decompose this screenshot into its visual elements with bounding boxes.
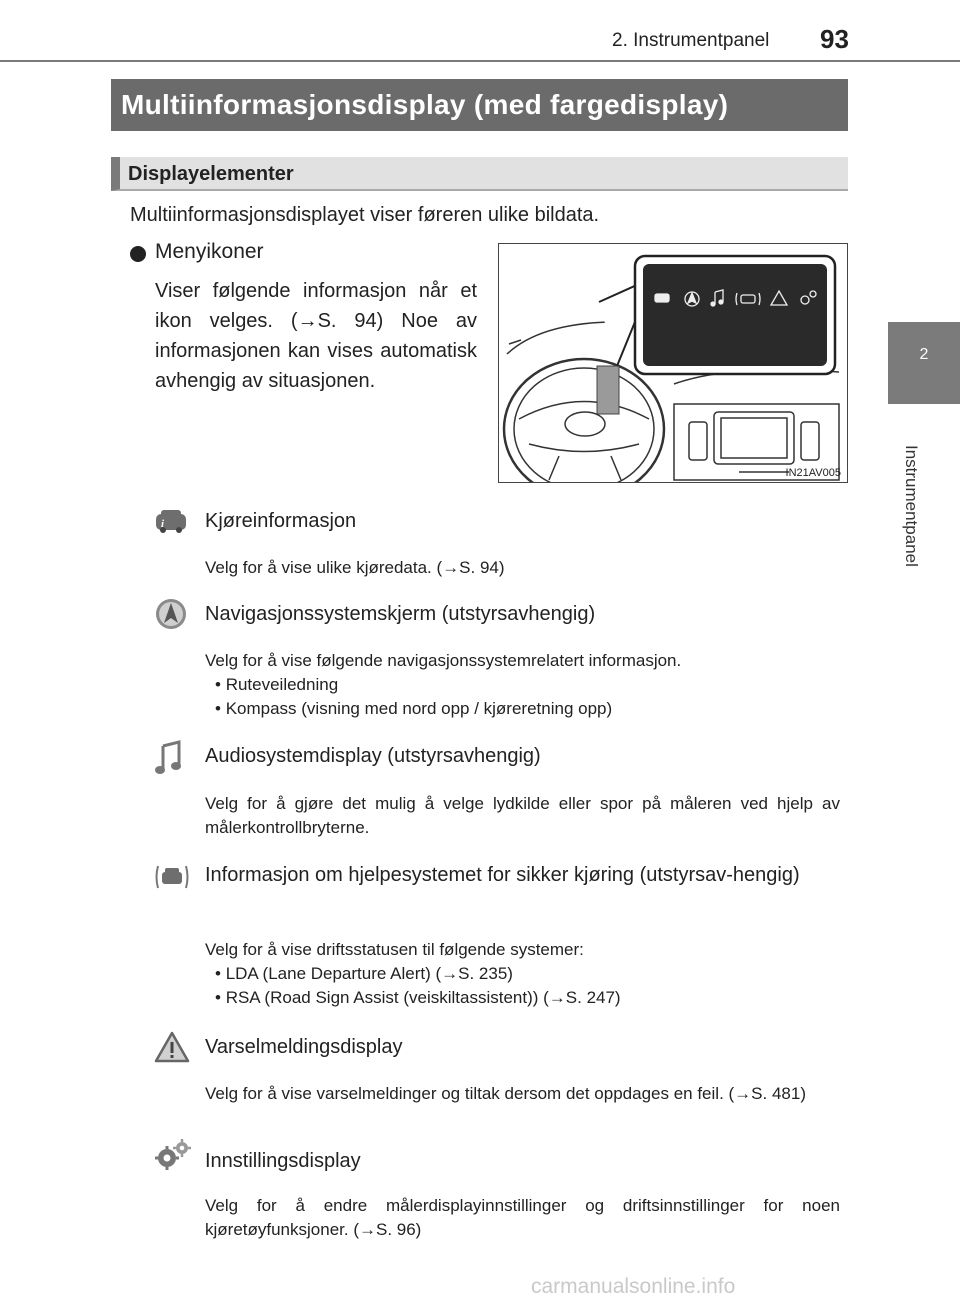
gears-icon <box>154 1138 192 1177</box>
item-desc-settings: Velg for å endre målerdisplayinnstillinger og driftsinnstillinger for noen kjøretøyfunksjoner. (→S. 96) <box>205 1196 840 1239</box>
main-title: Multiinformasjonsdisplay (med fargedisplay) <box>111 79 848 131</box>
warning-icon <box>154 1030 190 1069</box>
bullet-label: Menyikoner <box>155 240 264 263</box>
driving-support-icon <box>154 860 190 899</box>
item-desc-warning: Velg for å vise varselmeldinger og tiltak dersom det oppdages en feil. (→S. 481) <box>205 1084 806 1103</box>
dashboard-figure <box>498 243 848 483</box>
item-desc-navigation <box>205 649 840 721</box>
list-item: • LDA (Lane Departure Alert) (→S. 235) <box>205 962 840 986</box>
driving-support-list <box>205 962 840 1010</box>
header-divider <box>0 60 960 62</box>
dashboard-illustration <box>499 244 847 482</box>
item-desc-driving-support <box>205 938 840 1010</box>
item-desc-audio: Velg for å gjøre det mulig å velge lydkilde eller spor på måleren ved hjelp av målerkontrollbryterne. <box>205 794 840 837</box>
item-title-navigation: Navigasjonssystemskjerm (utstyrsavhengig) <box>205 603 596 625</box>
music-note-icon <box>154 740 184 781</box>
figure-code: IN21AV005 <box>785 467 841 479</box>
item-desc-navigation-text: Velg for å vise følgende navigasjonssystemrelatert informasjon. <box>205 651 682 670</box>
header-section-title: 2. Instrumentpanel <box>612 30 770 51</box>
page-number: 93 <box>820 24 849 54</box>
list-item: • Kompass (visning med nord opp / kjøreretning opp) <box>205 697 840 721</box>
car-info-icon <box>154 508 188 539</box>
navigation-icon <box>154 597 188 636</box>
item-title-settings: Innstillingsdisplay <box>205 1150 361 1172</box>
navigation-list <box>205 673 840 721</box>
intro-text: Multiinformasjonsdisplayet viser føreren ulike bildata. <box>130 204 600 226</box>
chapter-tab: 2 <box>888 322 960 404</box>
list-item: • RSA (Road Sign Assist (veiskiltassistent)) (→S. 247) <box>205 986 840 1010</box>
svg-text:i: i <box>161 518 165 530</box>
bullet-description: Viser følgende informasjon når et ikon velges. (→S. 94) Noe av informasjonen kan vises automatisk avhengig av situasjonen. <box>155 280 477 392</box>
list-item: • Ruteveiledning <box>205 673 840 697</box>
item-title-audio: Audiosystemdisplay (utstyrsavhengig) <box>205 745 541 767</box>
item-title-warning: Varselmeldingsdisplay <box>205 1036 403 1058</box>
chapter-tab-label: Instrumentpanel <box>902 445 921 567</box>
watermark: carmanualsonline.info <box>531 1275 736 1298</box>
bullet-dot <box>130 246 146 262</box>
item-title-driving-info: Kjøreinformasjon <box>205 510 357 532</box>
item-title-driving-support: Informasjon om hjelpesystemet for sikker kjøring (utstyrsav-hengig) <box>205 864 800 886</box>
item-desc-driving-info: Velg for å vise ulike kjøredata. (→S. 94) <box>205 558 505 577</box>
section-title: Displayelementer <box>111 157 848 191</box>
item-desc-driving-support-text: Velg for å vise driftsstatusen til følgende systemer: <box>205 940 584 959</box>
